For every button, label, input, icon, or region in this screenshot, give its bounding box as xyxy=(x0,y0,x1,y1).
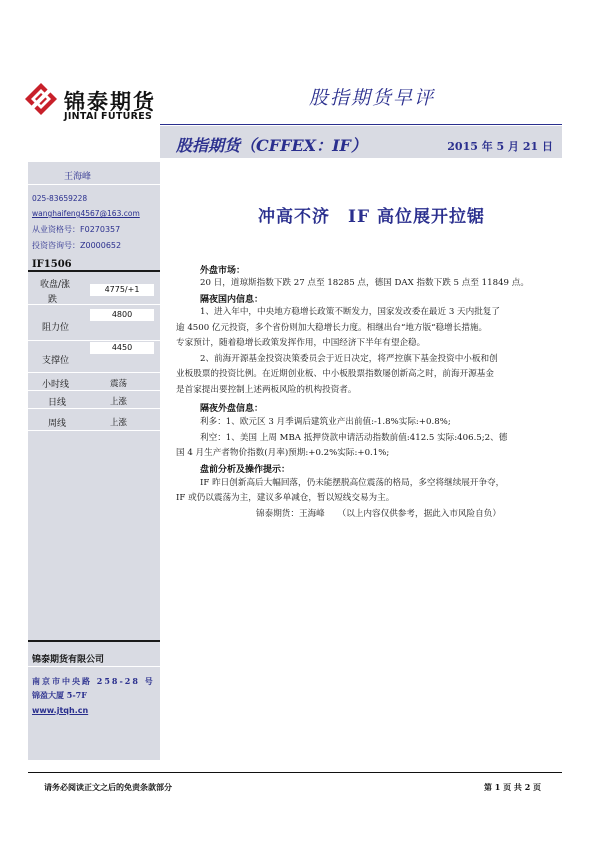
support-value: 4450 xyxy=(90,342,154,354)
red-diamond-icon xyxy=(24,82,58,116)
paragraph-domestic-1-line3: 专家预计，随着稳增长政策发挥作用，中国经济下半年有望企稳。 xyxy=(176,338,426,348)
signature-disclaimer: 锦泰期货：王海峰 （以上内容仅供参考，据此入市风险自负） xyxy=(256,509,501,519)
headline: 冲高不济 IF 高位展开拉锯 xyxy=(258,207,485,227)
section-overnight-info: 隔夜外盘信息： xyxy=(200,404,264,414)
header-divider xyxy=(160,124,562,125)
company-name: 锦泰期货有限公司 xyxy=(32,655,105,665)
section-external-market: 外盘市场： xyxy=(200,266,246,276)
report-date: 2015 年 5 月 21 日 xyxy=(447,140,553,153)
footer-disclaimer: 请务必阅读正文之后的免责条款部分 xyxy=(44,782,172,792)
contract-code: IF1506 xyxy=(32,259,72,270)
company-address-line1: 南京市中央路 258-28 号 xyxy=(32,676,155,686)
section-analysis: 盘前分析及操作提示： xyxy=(200,465,291,475)
row-divider xyxy=(28,408,160,409)
paragraph-domestic-1-line2: 逾 4500 亿元投资，多个省份则加大稳增长力度。相继出台“地方版“稳增长措施。 xyxy=(176,323,488,333)
paragraph-bearish-line1: 利空：1、美国 上周 MBA 抵押贷款申请活动指数前值:412.5 实际:406.5;2、德 xyxy=(200,433,508,443)
close-label-line2: 跌 xyxy=(48,295,58,305)
close-label-line1: 收盘/涨 xyxy=(40,280,71,290)
resistance-value: 4800 xyxy=(90,309,154,321)
sidebar-divider xyxy=(28,184,160,185)
page-number: 第 1 页 共 2 页 xyxy=(484,782,542,792)
hourly-label: 小时线 xyxy=(42,380,70,390)
author-name: 王海峰 xyxy=(64,172,92,182)
daily-value: 上涨 xyxy=(110,397,128,407)
row-divider xyxy=(28,304,160,305)
paragraph-bearish-line2: 国 4 月生产者物价指数(月率)预期:+0.2%实际:+0.1%; xyxy=(176,448,390,458)
row-divider xyxy=(28,430,160,431)
invest-license-number: 投资咨询号：Z0000652 xyxy=(32,241,122,250)
report-type: 股指期货早评 xyxy=(308,87,435,109)
paragraph-domestic-1-line1: 1、进入年中，中央地方稳增长政策不断发力，国家发改委在最近 3 天内批复了 xyxy=(200,307,500,317)
paragraph-bullish: 利多：1、欧元区 3 月季调后建筑业产出前值:-1.8%实际:+0.8%; xyxy=(200,417,451,427)
brand-name-en: JINTAI FUTURES xyxy=(64,111,153,122)
company-divider xyxy=(28,666,160,667)
paragraph-domestic-2-line2: 业板股票的投资比例。在近期创业板、中小板股票指数屡创新高之时，前海开源基金 xyxy=(176,369,494,379)
paragraph-analysis-line2: IF 或仍以震荡为主，建议多单减仓，暂以短线交易为主。 xyxy=(176,493,395,503)
weekly-label: 周线 xyxy=(48,419,67,429)
author-phone: 025-83659228 xyxy=(32,194,88,203)
paragraph-analysis-line1: IF 昨日创新高后大幅回落，仍未能摆脱高位震荡的格局，多空将继续展开争夺， xyxy=(200,478,505,488)
close-value: 4775/+1 xyxy=(90,284,154,296)
sidebar-footer-divider xyxy=(28,640,160,642)
license-number: 从业资格号：F0270357 xyxy=(32,225,121,234)
company-website-link[interactable]: www.jtqh.cn xyxy=(32,706,89,715)
paragraph-domestic-2-line1: 2、前海开源基金投资决策委员会于近日决定，将严控旗下基金投资中小板和创 xyxy=(200,354,498,364)
footer-divider xyxy=(28,772,562,773)
sidebar xyxy=(28,162,160,760)
daily-label: 日线 xyxy=(48,398,67,408)
support-label: 支撑位 xyxy=(42,356,70,366)
row-divider xyxy=(28,340,160,341)
paragraph-domestic-2-line3: 是首家提出要控制上述两板风险的机构投资者。 xyxy=(176,385,357,395)
paragraph-external-market: 20 日，道琼斯指数下跌 27 点至 18285 点，德国 DAX 指数下跌 5 点至 11849 点。 xyxy=(200,278,529,288)
contract-divider xyxy=(28,270,160,272)
hourly-value: 震荡 xyxy=(110,379,128,389)
resistance-label: 阻力位 xyxy=(42,323,70,333)
row-divider xyxy=(28,390,160,391)
weekly-value: 上涨 xyxy=(110,418,128,428)
section-domestic-info: 隔夜国内信息： xyxy=(200,295,264,305)
category-title: 股指期货（CFFEX：IF） xyxy=(176,136,367,155)
brand-name-cn: 锦泰期货 xyxy=(64,90,156,114)
row-divider xyxy=(28,372,160,373)
author-email-link[interactable]: wanghaifeng4567@163.com xyxy=(32,209,140,218)
company-address-line2: 锦盈大厦 5-7F xyxy=(32,690,87,700)
